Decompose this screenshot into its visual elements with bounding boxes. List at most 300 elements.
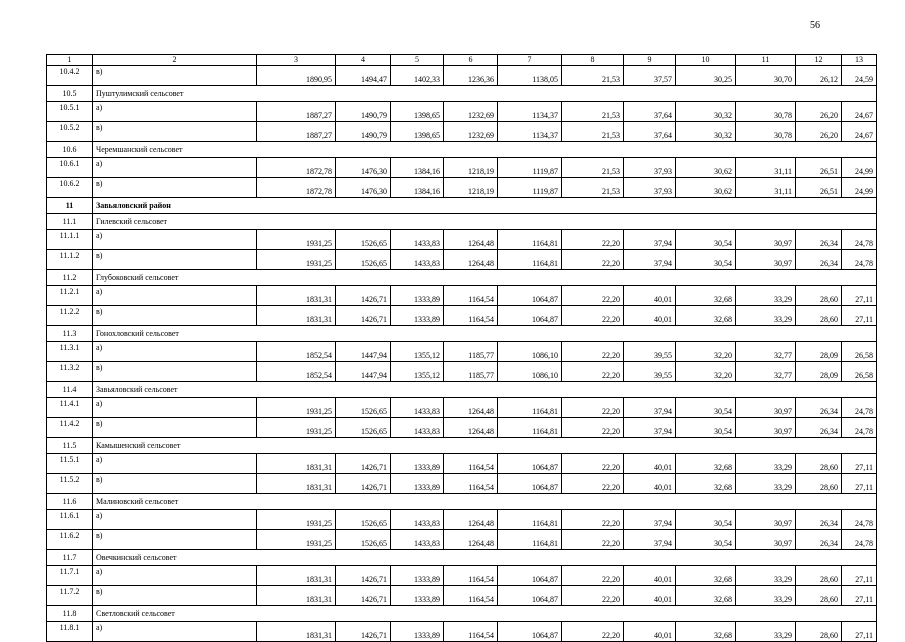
row-sublabel: в) [93,586,257,606]
table-cell: 26,34 [796,530,842,550]
row-number: 11.7.1 [47,566,93,586]
page-number: 56 [810,20,820,31]
table-cell: 1852,54 [257,362,336,382]
row-number: 11.1.1 [47,230,93,250]
table-cell: 30,97 [736,418,796,438]
row-sublabel: а) [93,398,257,418]
table-cell: 31,11 [736,158,796,178]
table-cell: 1185,77 [444,342,498,362]
row-sublabel: а) [93,230,257,250]
section-title: Овечкинский сельсовет [93,550,877,566]
table-cell: 1872,78 [257,178,336,198]
table-row [47,418,877,438]
section-row [47,86,877,102]
table-cell: 1134,37 [498,122,562,142]
table-cell: 1433,83 [391,530,444,550]
table-cell: 1264,48 [444,418,498,438]
table-row [47,586,877,606]
column-header: 3 [257,55,336,66]
row-number: 11.5.1 [47,454,93,474]
table-cell: 1931,25 [257,398,336,418]
section-title: Малиновский сельсовет [93,494,877,510]
table-cell: 1526,65 [336,250,391,270]
table-row [47,530,877,550]
table-cell: 30,54 [676,398,736,418]
row-sublabel: а) [93,102,257,122]
table-cell: 1164,81 [498,398,562,418]
table-cell: 24,78 [842,230,877,250]
row-number: 11.7 [47,550,93,566]
table-cell: 30,25 [676,66,736,86]
table-cell: 40,01 [624,566,676,586]
table-cell: 32,68 [676,474,736,494]
table-cell: 21,53 [562,102,624,122]
table-cell: 37,93 [624,178,676,198]
table-cell: 1333,89 [391,586,444,606]
table-cell: 31,11 [736,178,796,198]
table-cell: 33,29 [736,586,796,606]
table-cell: 1134,37 [498,102,562,122]
table-cell: 1476,30 [336,158,391,178]
table-cell: 26,20 [796,102,842,122]
table-cell: 1398,65 [391,122,444,142]
column-header: 10 [676,55,736,66]
table-cell: 22,20 [562,230,624,250]
table-cell: 27,11 [842,566,877,586]
table-cell: 1831,31 [257,622,336,642]
table-cell: 1931,25 [257,230,336,250]
row-number: 11.5.2 [47,474,93,494]
table-cell: 24,67 [842,102,877,122]
table-cell: 30,97 [736,250,796,270]
table-row [47,342,877,362]
table-cell: 26,34 [796,230,842,250]
table-cell: 1402,33 [391,66,444,86]
table-cell: 1355,12 [391,362,444,382]
table-cell: 1064,87 [498,586,562,606]
column-header: 8 [562,55,624,66]
row-number: 11.6.1 [47,510,93,530]
table-cell: 1426,71 [336,474,391,494]
table-row [47,398,877,418]
table-cell: 1433,83 [391,398,444,418]
row-number: 11.2 [47,270,93,286]
section-title: Глубоковский сельсовет [93,270,877,286]
table-cell: 37,94 [624,398,676,418]
table-cell: 1476,30 [336,178,391,198]
table-cell: 1931,25 [257,530,336,550]
row-number: 11.7.2 [47,586,93,606]
section-title: Пуштулимский сельсовет [93,86,877,102]
table-cell: 1872,78 [257,158,336,178]
table-cell: 26,34 [796,510,842,530]
row-sublabel: а) [93,622,257,642]
column-header: 7 [498,55,562,66]
row-sublabel: в) [93,530,257,550]
table-cell: 33,29 [736,474,796,494]
table-cell: 1490,79 [336,122,391,142]
table-row [47,158,877,178]
table-row [47,622,877,642]
table-cell: 22,20 [562,286,624,306]
column-header: 5 [391,55,444,66]
table-cell: 22,20 [562,362,624,382]
table-cell: 1164,81 [498,230,562,250]
table-cell: 27,11 [842,454,877,474]
table-cell: 26,20 [796,122,842,142]
table-cell: 30,97 [736,510,796,530]
table-cell: 1333,89 [391,306,444,326]
table-cell: 1236,36 [444,66,498,86]
table-cell: 32,20 [676,362,736,382]
table-cell: 1526,65 [336,510,391,530]
table-cell: 1164,54 [444,306,498,326]
table-cell: 21,53 [562,178,624,198]
row-sublabel: а) [93,342,257,362]
row-number: 11.2.1 [47,286,93,306]
table-cell: 1064,87 [498,474,562,494]
section-row [47,198,877,214]
table-cell: 1086,10 [498,362,562,382]
table-cell: 1264,48 [444,530,498,550]
table-cell: 1064,87 [498,454,562,474]
table-row [47,566,877,586]
table-cell: 1447,94 [336,342,391,362]
table-cell: 1232,69 [444,122,498,142]
table-cell: 32,68 [676,306,736,326]
table-cell: 26,58 [842,342,877,362]
section-row [47,438,877,454]
table-cell: 1185,77 [444,362,498,382]
table-cell: 1426,71 [336,566,391,586]
table-cell: 1384,16 [391,158,444,178]
section-row [47,606,877,622]
table-cell: 1164,81 [498,530,562,550]
table-cell: 32,68 [676,586,736,606]
table-cell: 22,20 [562,418,624,438]
row-number: 11.5 [47,438,93,454]
section-row [47,270,877,286]
table-cell: 40,01 [624,586,676,606]
row-number: 11.4.2 [47,418,93,438]
table-cell: 1333,89 [391,474,444,494]
table-cell: 22,20 [562,342,624,362]
row-number: 11.6 [47,494,93,510]
table-row [47,362,877,382]
table-cell: 1164,54 [444,474,498,494]
table-cell: 30,54 [676,230,736,250]
table-row [47,510,877,530]
table-cell: 1333,89 [391,286,444,306]
table-cell: 37,94 [624,418,676,438]
table-cell: 32,68 [676,622,736,642]
table-cell: 28,09 [796,362,842,382]
table-cell: 1831,31 [257,306,336,326]
table-cell: 1526,65 [336,230,391,250]
column-header: 2 [93,55,257,66]
section-title: Светловский сельсовет [93,606,877,622]
table-row [47,230,877,250]
table-cell: 1333,89 [391,622,444,642]
table-cell: 32,77 [736,342,796,362]
table-cell: 1526,65 [336,418,391,438]
table-cell: 1164,54 [444,286,498,306]
table-row [47,306,877,326]
table-cell: 37,94 [624,230,676,250]
row-number: 10.6.1 [47,158,93,178]
row-number: 10.5.2 [47,122,93,142]
row-number: 10.6.2 [47,178,93,198]
table-cell: 22,20 [562,586,624,606]
table-cell: 24,99 [842,178,877,198]
table-cell: 33,29 [736,306,796,326]
table-cell: 1264,48 [444,510,498,530]
row-number: 11.3.2 [47,362,93,382]
row-sublabel: а) [93,510,257,530]
table-cell: 32,68 [676,566,736,586]
table-cell: 40,01 [624,306,676,326]
table-cell: 28,09 [796,342,842,362]
table-cell: 22,20 [562,566,624,586]
table-cell: 24,78 [842,510,877,530]
table-cell: 22,20 [562,530,624,550]
table-cell: 1831,31 [257,454,336,474]
table-cell: 26,34 [796,418,842,438]
section-row [47,382,877,398]
table-cell: 1119,87 [498,178,562,198]
table-cell: 1433,83 [391,510,444,530]
table-cell: 1490,79 [336,102,391,122]
table-cell: 37,64 [624,102,676,122]
table-cell: 1887,27 [257,122,336,142]
table-cell: 1232,69 [444,102,498,122]
section-title: Завьяловский сельсовет [93,382,877,398]
section-row [47,494,877,510]
table-cell: 1831,31 [257,586,336,606]
table-cell: 1831,31 [257,566,336,586]
table-cell: 27,11 [842,286,877,306]
table-cell: 24,99 [842,158,877,178]
section-title: Завьяловский район [93,198,877,214]
table-cell: 1426,71 [336,622,391,642]
table-cell: 1433,83 [391,230,444,250]
table-cell: 28,60 [796,586,842,606]
row-sublabel: в) [93,250,257,270]
table-cell: 1887,27 [257,102,336,122]
table-cell: 1426,71 [336,454,391,474]
table-cell: 27,11 [842,586,877,606]
table-cell: 30,32 [676,122,736,142]
table-row [47,250,877,270]
table-cell: 26,34 [796,398,842,418]
row-sublabel: в) [93,306,257,326]
column-header: 12 [796,55,842,66]
table-cell: 1218,19 [444,178,498,198]
table-cell: 22,20 [562,306,624,326]
row-number: 10.5 [47,86,93,102]
table-cell: 22,20 [562,398,624,418]
table-cell: 40,01 [624,286,676,306]
table-cell: 1164,54 [444,454,498,474]
row-sublabel: в) [93,122,257,142]
table-cell: 1494,47 [336,66,391,86]
section-row [47,214,877,230]
row-number: 11.6.2 [47,530,93,550]
table-row [47,66,877,86]
section-row [47,326,877,342]
table-cell: 1426,71 [336,306,391,326]
table-cell: 1264,48 [444,250,498,270]
table-cell: 30,54 [676,250,736,270]
table-cell: 1526,65 [336,530,391,550]
row-sublabel: а) [93,566,257,586]
table-cell: 24,78 [842,398,877,418]
table-cell: 39,55 [624,362,676,382]
table-cell: 1433,83 [391,250,444,270]
column-header: 6 [444,55,498,66]
section-title: Черемшанский сельсовет [93,142,877,158]
section-title: Гилевский сельсовет [93,214,877,230]
table-cell: 33,29 [736,622,796,642]
table-cell: 1064,87 [498,286,562,306]
table-cell: 30,62 [676,158,736,178]
row-sublabel: а) [93,286,257,306]
table-cell: 1264,48 [444,398,498,418]
table-cell: 1138,05 [498,66,562,86]
table-cell: 21,53 [562,158,624,178]
tariff-table [46,54,877,642]
table-cell: 30,78 [736,122,796,142]
table-cell: 1264,48 [444,230,498,250]
row-sublabel: в) [93,474,257,494]
table-cell: 1526,65 [336,398,391,418]
table-cell: 30,97 [736,530,796,550]
table-cell: 30,78 [736,102,796,122]
table-cell: 1890,95 [257,66,336,86]
section-row [47,142,877,158]
table-cell: 1164,81 [498,250,562,270]
table-cell: 1064,87 [498,306,562,326]
table-cell: 26,12 [796,66,842,86]
table-cell: 1164,81 [498,510,562,530]
table-cell: 1355,12 [391,342,444,362]
table-row [47,102,877,122]
row-number: 11.4 [47,382,93,398]
section-title: Гонохловский сельсовет [93,326,877,342]
table-cell: 1164,81 [498,418,562,438]
table-cell: 40,01 [624,454,676,474]
table-cell: 1064,87 [498,622,562,642]
column-header: 13 [842,55,877,66]
table-cell: 24,78 [842,250,877,270]
table-cell: 24,67 [842,122,877,142]
table-cell: 1119,87 [498,158,562,178]
table-cell: 30,54 [676,530,736,550]
table-cell: 26,58 [842,362,877,382]
row-sublabel: а) [93,158,257,178]
table-cell: 28,60 [796,454,842,474]
table-cell: 24,78 [842,530,877,550]
row-number: 10.6 [47,142,93,158]
table-cell: 22,20 [562,474,624,494]
table-cell: 30,54 [676,418,736,438]
table-cell: 21,53 [562,66,624,86]
table-cell: 37,94 [624,510,676,530]
row-number: 11.1 [47,214,93,230]
table-cell: 33,29 [736,286,796,306]
table-cell: 27,11 [842,622,877,642]
table-row [47,454,877,474]
table-cell: 28,60 [796,474,842,494]
table-cell: 26,34 [796,250,842,270]
table-cell: 1426,71 [336,586,391,606]
table-cell: 37,64 [624,122,676,142]
table-row [47,178,877,198]
table-cell: 30,97 [736,398,796,418]
header-row [47,55,877,66]
row-sublabel: а) [93,454,257,474]
table-row [47,474,877,494]
row-number: 10.4.2 [47,66,93,86]
table-cell: 30,70 [736,66,796,86]
table-cell: 40,01 [624,622,676,642]
row-number: 11.3 [47,326,93,342]
row-number: 10.5.1 [47,102,93,122]
table-cell: 28,60 [796,306,842,326]
table-cell: 30,97 [736,230,796,250]
row-sublabel: в) [93,418,257,438]
section-row [47,550,877,566]
table-cell: 1931,25 [257,510,336,530]
table-cell: 37,94 [624,250,676,270]
table-cell: 1064,87 [498,566,562,586]
table-cell: 24,59 [842,66,877,86]
table-cell: 1333,89 [391,566,444,586]
table-cell: 30,32 [676,102,736,122]
row-number: 11.8.1 [47,622,93,642]
table-cell: 1931,25 [257,250,336,270]
table-cell: 26,51 [796,158,842,178]
table-cell: 1164,54 [444,586,498,606]
table-cell: 40,01 [624,474,676,494]
table-cell: 1086,10 [498,342,562,362]
table-cell: 32,20 [676,342,736,362]
table-cell: 32,68 [676,286,736,306]
table-cell: 24,78 [842,418,877,438]
table-cell: 37,57 [624,66,676,86]
table-cell: 22,20 [562,454,624,474]
table-cell: 27,11 [842,474,877,494]
table-cell: 28,60 [796,566,842,586]
table-cell: 32,68 [676,454,736,474]
table-cell: 37,93 [624,158,676,178]
table-cell: 32,77 [736,362,796,382]
table-cell: 22,20 [562,510,624,530]
table-cell: 22,20 [562,622,624,642]
table-cell: 22,20 [562,250,624,270]
table-cell: 1831,31 [257,474,336,494]
table-cell: 1164,54 [444,566,498,586]
table-body [47,55,877,642]
table-cell: 1384,16 [391,178,444,198]
column-header: 11 [736,55,796,66]
section-title: Камышенский сельсовет [93,438,877,454]
table-cell: 30,54 [676,510,736,530]
row-number: 11 [47,198,93,214]
row-number: 11.1.2 [47,250,93,270]
column-header: 4 [336,55,391,66]
table-cell: 1433,83 [391,418,444,438]
